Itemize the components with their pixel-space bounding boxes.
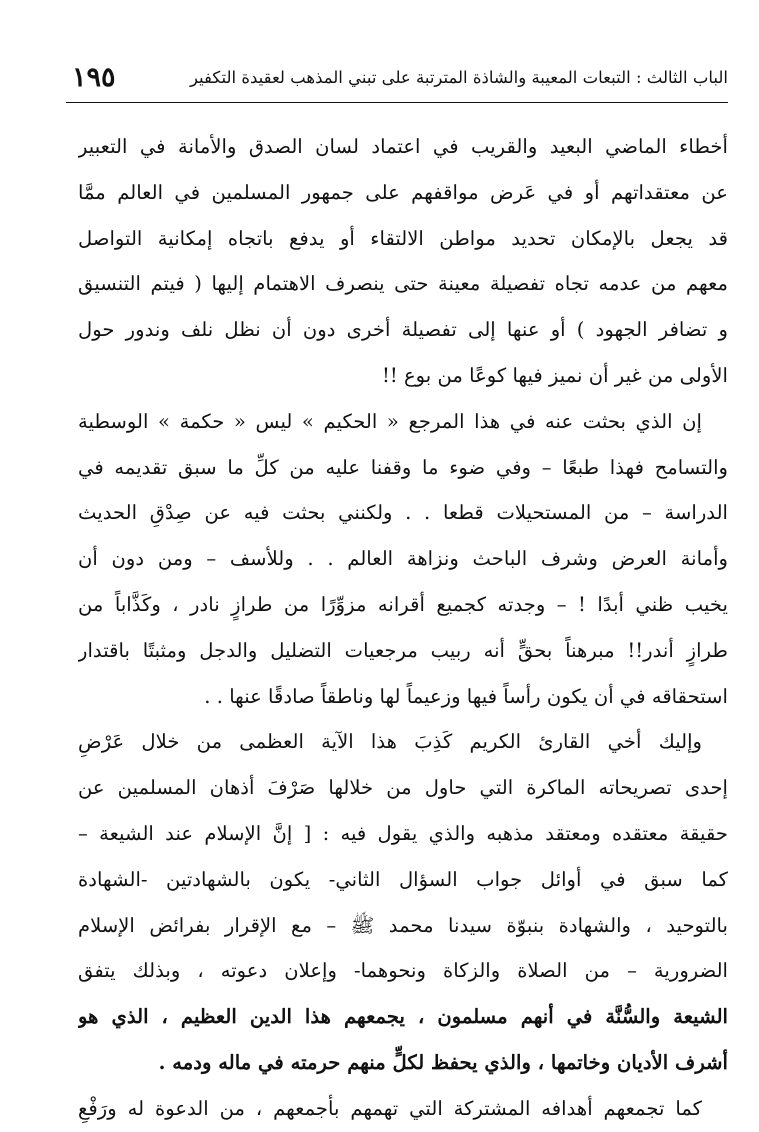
text-line: الشيعة والسُّنَّة في أنهم مسلمون ، يجمعهم هذا الدين العظيم ، الذي هو (78, 1005, 728, 1029)
text-line: الأولى من غير أن نميز فيها كوعًا من بوع !! (382, 363, 728, 387)
text-line: كما تجمعهم أهدافه المشتركة التي تهمهم بأجمعهم ، من الدعوة له ورَفْعِ (78, 1096, 702, 1120)
text-line: أخطاء الماضي البعيد والقريب في اعتماد لسان الصدق والأمانة في التعبير (78, 135, 728, 158)
text-line: بالتوحيد ، والشهادة بنبوّة سيدنا محمد ﷺ – مع الإقرار بفرائض الإسلام (78, 913, 728, 937)
header-divider (66, 102, 728, 103)
text-line: كما سبق في أوائل جواب السؤال الثاني- يكون بالشهادتين -الشهادة (78, 867, 728, 891)
text-line: طرازٍ أندر!! مبرهناً بحقٍّ أنه ربيب مرجعيات التضليل والدجل ومثبتًا باقتدار (78, 638, 728, 662)
text-line: الدراسة – من المستحيلات قطعا . . ولكنني بحثت فيه عن صِدْقِ الحديث (78, 501, 728, 525)
text-line: و تضافر الجهود ) أو عنها إلى تفصيلة أخرى دون أن نظل نلف وندور حول (78, 318, 728, 342)
text-line: الضرورية – من الصلاة والزكاة ونحوهما- وإعلان دعوته ، وبذلك يتفق (78, 959, 728, 983)
text-line: وأمانة العرض وشرف الباحث ونزاهة العالم . . وللأسف – ومن دون أن (78, 547, 728, 571)
chapter-title: الباب الثالث : التبعات المعيبة والشاذة المترتبة على تبني المذهب لعقيدة التكفير (189, 68, 728, 87)
text-line: يخيب ظني أبدًا ! – وجدته كجميع أقرانه مزوِّرًا من طرازٍ نادر ، وكَذَّاباً من (78, 592, 728, 616)
text-line: وإليك أخي القارئ الكريم كَذِبَ هذا الآية العظمى من خلال عَرْضِ (78, 730, 702, 754)
text-line: معهم من عدمه تجاه تفصيلة معينة حتى ينصرف الاهتمام إليها ( فيتم التنسيق (78, 272, 728, 296)
text-line: قد يجعل بالإمكان تحديد مواطن الالتقاء أو يدفع باتجاه إمكانية التواصل (78, 226, 728, 250)
text-line: عن معتقداتهم أو في عَرض مواقفهم على جمهور المسلمين في العالم ممَّا (78, 180, 728, 204)
text-line: والتسامح فهذا طبعًا – وفي ضوء ما وقفنا عليه من كلِّ ما سبق تقديمه في (78, 455, 728, 479)
page-number: ١٩٥ (72, 62, 116, 93)
text-line: حقيقة معتقده ومعتقد مذهبه والذي يقول فيه : [ إنَّ الإسلام عند الشيعة – (78, 821, 728, 845)
text-line: إحدى تصريحاته الماكرة التي حاول من خلالها صَرْفَ أذهان المسلمين عن (78, 776, 728, 800)
text-line: استحقاقه في أن يكون رأساً فيها وزعيماً لها وناطقاً صادقًا عنها . . (204, 684, 728, 708)
running-header (66, 60, 728, 102)
text-line: أشرف الأديان وخاتمها ، والذي يحفظ لكلٍّ منهم حرمته في ماله ودمه . (158, 1050, 728, 1074)
text-line: إن الذي بحثت عنه في هذا المرجع « الحكيم » ليس « حكمة » الوسطية (78, 409, 702, 433)
body-text (78, 124, 728, 1132)
